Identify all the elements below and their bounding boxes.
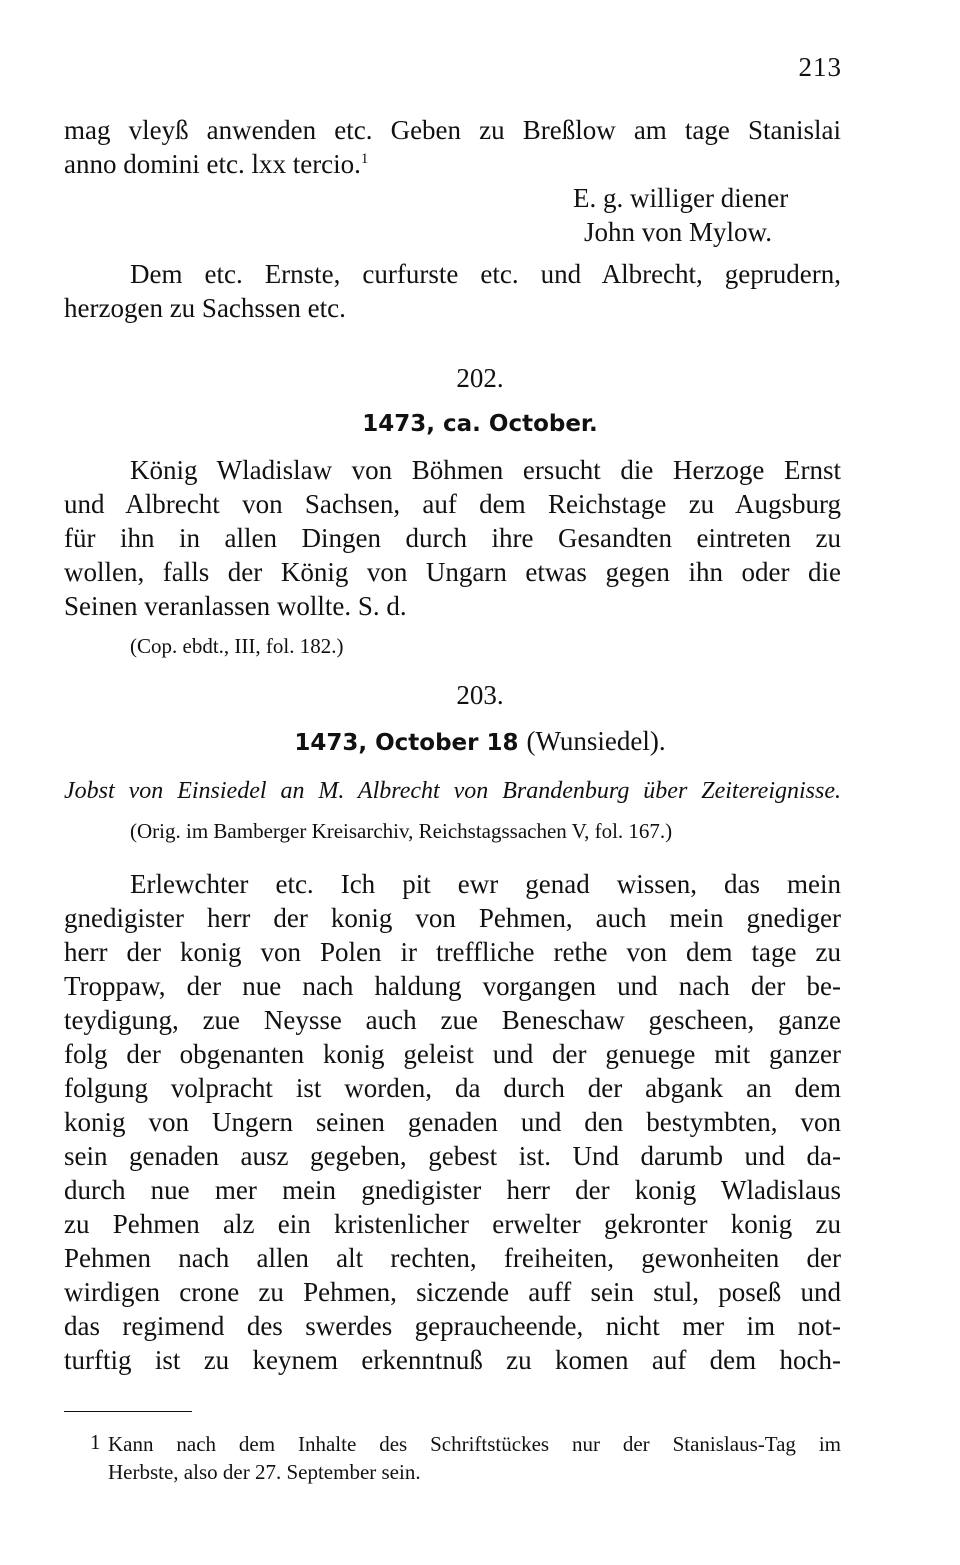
body-line: das regimend des swerdes gepraucheende, nicht mer im not-	[64, 1311, 841, 1341]
letter-address-line: Dem etc. Ernste, curfurste etc. und Albrecht, geprudern,	[130, 259, 841, 289]
body-line: turftig ist zu keynem erkenntnuß zu komen auf dem hoch-	[64, 1345, 841, 1375]
letter-address-line: herzogen zu Sachssen etc.	[64, 293, 346, 323]
body-line: wirdigen crone zu Pehmen, siczende auff sein stul, poseß und	[64, 1277, 841, 1307]
summary-line: und Albrecht von Sachsen, auf dem Reichstage zu Augsburg	[64, 489, 841, 519]
summary-line: wollen, falls der König von Ungarn etwas gegen ihn oder die	[64, 557, 841, 587]
source-citation: (Cop. ebdt., III, fol. 182.)	[130, 634, 344, 658]
letter-text-line	[64, 147, 841, 181]
body-line: konig von Ungern seinen genaden und den bestymbten, von	[64, 1107, 841, 1137]
letter-signature-line: E. g. williger diener	[573, 183, 789, 213]
page-number: 213	[798, 52, 842, 82]
body-line: Erlewchter etc. Ich pit ewr genad wissen, das mein	[130, 869, 841, 899]
summary-line: König Wladislaw von Böhmen ersucht die Herzoge Ernst	[130, 455, 841, 485]
letter-text-line-content: anno domini etc. lxx tercio.	[64, 149, 361, 179]
body-line: teydigung, zue Neysse auch zue Beneschaw gescheen, ganze	[64, 1005, 841, 1035]
footnote-marker: 1	[360, 151, 369, 167]
body-line: zu Pehmen alz ein kristenlicher erwelter gekronter konig zu	[64, 1209, 841, 1239]
summary-line: für ihn in allen Dingen durch ihre Gesandten eintreten zu	[64, 523, 841, 553]
document-date: 1473, ca. October.	[362, 411, 598, 437]
document-number: 203.	[456, 680, 504, 710]
document-subject: Jobst von Einsiedel an M. Albrecht von Brandenburg über Zeitereignisse.	[64, 778, 841, 804]
letter-signature-name: John von Mylow.	[584, 217, 773, 247]
body-line: folg der obgenanten konig geleist und der genuege mit ganzer	[64, 1039, 841, 1069]
footnote-marker: 1	[90, 1430, 101, 1454]
source-citation: (Orig. im Bamberger Kreisarchiv, Reichstagssachen V, fol. 167.)	[130, 819, 673, 843]
footnote-divider	[64, 1411, 192, 1412]
body-line: Troppaw, der nue nach haldung vorgangen und nach der be-	[64, 971, 841, 1001]
body-line: durch nue mer mein gnedigister herr der konig Wladislaus	[64, 1175, 841, 1205]
body-line: herr der konig von Polen ir treffliche rethe von dem tage zu	[64, 937, 841, 967]
document-place: (Wunsiedel).	[526, 726, 666, 756]
body-line: folgung volpracht ist worden, da durch der abgank an dem	[64, 1073, 841, 1103]
summary-line: Seinen veranlassen wollte. S. d.	[64, 591, 407, 621]
body-line: Pehmen nach allen alt rechten, freiheiten, gewonheiten der	[64, 1243, 841, 1273]
letter-text-line: mag vleyß anwenden etc. Geben zu Breßlow am tage Stanislai	[64, 115, 841, 145]
footnote-line: Herbste, also der 27. September sein.	[108, 1460, 421, 1484]
document-date-line	[0, 726, 960, 757]
footnote-line: Kann nach dem Inhalte des Schriftstückes nur der Stanislaus-Tag im	[108, 1432, 841, 1456]
body-line: sein genaden ausz gegeben, gebest ist. Und darumb und da-	[64, 1141, 841, 1171]
document-date: 1473, October 18	[294, 730, 519, 756]
body-line: gnedigister herr der konig von Pehmen, auch mein gnediger	[64, 903, 841, 933]
document-number: 202.	[456, 363, 504, 393]
